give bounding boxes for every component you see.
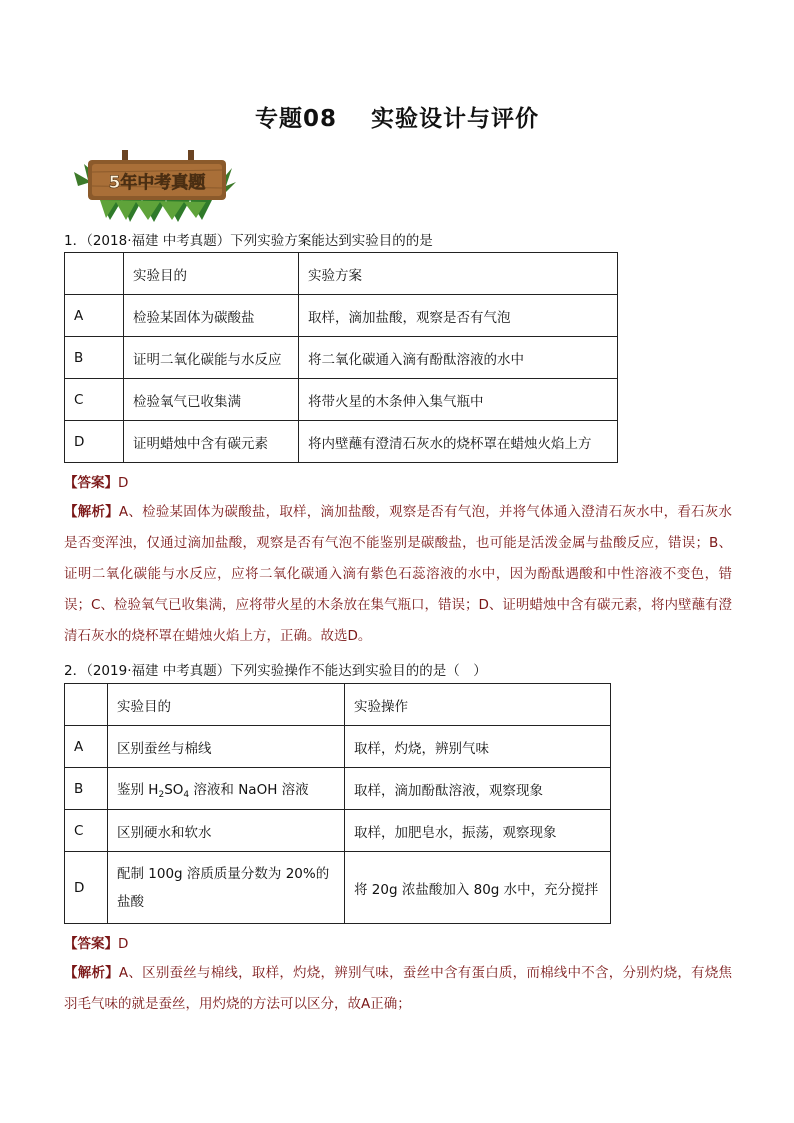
purpose-cell: 检验某固体为碳酸盐	[124, 295, 299, 337]
badge-text: 5年中考真题	[108, 173, 206, 193]
page-title	[0, 100, 794, 133]
header-cell: 实验操作	[345, 684, 611, 726]
operation-cell: 将 20g 浓盐酸加入 80g 水中，充分搅拌	[345, 852, 611, 924]
question-1-table	[64, 252, 618, 463]
method-cell: 取样，滴加盐酸，观察是否有气泡	[299, 295, 618, 337]
answer-value: D	[118, 475, 129, 491]
title-main: 实验设计与评价	[371, 106, 539, 132]
option-label: B	[65, 768, 108, 810]
purpose-cell: 区别蚕丝与棉线	[108, 726, 345, 768]
option-label: D	[65, 852, 108, 924]
question-1-stem: 1．（2018·福建 中考真题）下列实验方案能达到实验目的的是	[64, 233, 433, 249]
answer-value: D	[118, 936, 129, 952]
badge-5-year-exam-icon	[70, 142, 238, 222]
option-label: A	[65, 726, 108, 768]
purpose-cell: 证明蜡烛中含有碳元素	[124, 421, 299, 463]
header-cell	[65, 253, 124, 295]
option-label: A	[65, 295, 124, 337]
analysis-text: A、检验某固体为碳酸盐，取样，滴加盐酸，观察是否有气泡，并将气体通入澄清石灰水中，看石灰水是否变浑浊，仅通过滴加盐酸，观察是否有气泡不能鉴别是碳酸盐，也可能是活泼金属与盐酸反应，错误；B、证明二氧化碳能与水反应，应将二氧化碳通入滴有紫色石蕊溶液的水中，因为酚酞遇酸和中性溶液不变色，错误；C、检验氧气已收集满，应将带火星的木条放在集气瓶口，错误；D、证明蜡烛中含有碳元素，将内壁蘸有澄清石灰水的烧杯罩在蜡烛火焰上方，正确。故选D。	[64, 504, 733, 644]
formula-subscript: 4	[183, 789, 190, 800]
operation-cell: 取样，滴加酚酞溶液，观察现象	[345, 768, 611, 810]
option-label: B	[65, 337, 124, 379]
header-cell: 实验目的	[124, 253, 299, 295]
analysis-tag: 【解析】	[64, 965, 119, 981]
table-row	[65, 726, 611, 768]
operation-cell: 取样，加肥皂水，振荡，观察现象	[345, 810, 611, 852]
question-2-table	[64, 683, 611, 924]
header-cell	[65, 684, 108, 726]
table-row	[65, 295, 618, 337]
formula-part: 鉴别 H	[117, 781, 159, 798]
table-header-row	[65, 253, 618, 295]
table-header-row	[65, 684, 611, 726]
answer-tag: 【答案】	[64, 475, 118, 491]
purpose-cell: 证明二氧化碳能与水反应	[124, 337, 299, 379]
table-row	[65, 852, 611, 924]
operation-cell: 取样，灼烧，辨别气味	[345, 726, 611, 768]
purpose-cell: 区别硬水和软水	[108, 810, 345, 852]
question-1-answer	[64, 471, 128, 491]
header-cell: 实验方案	[299, 253, 618, 295]
header-cell: 实验目的	[108, 684, 345, 726]
question-1-analysis	[64, 497, 732, 652]
option-label: D	[65, 421, 124, 463]
question-2-answer	[64, 932, 128, 952]
table-row	[65, 768, 611, 810]
question-2-analysis	[64, 958, 732, 1020]
formula-part: SO	[164, 781, 184, 798]
purpose-cell: 配制 100g 溶质质量分数为 20%的盐酸	[108, 852, 345, 924]
method-cell: 将带火星的木条伸入集气瓶中	[299, 379, 618, 421]
answer-tag: 【答案】	[64, 936, 118, 952]
purpose-cell	[108, 768, 345, 810]
table-row	[65, 421, 618, 463]
purpose-cell: 检验氧气已收集满	[124, 379, 299, 421]
question-2-stem: 2．（2019·福建 中考真题）下列实验操作不能达到实验目的的是（ ）	[64, 663, 487, 679]
analysis-tag: 【解析】	[64, 504, 119, 520]
method-cell: 将内壁蘸有澄清石灰水的烧杯罩在蜡烛火焰上方	[299, 421, 618, 463]
formula-part: 溶液和 NaOH 溶液	[189, 781, 309, 798]
table-row	[65, 337, 618, 379]
analysis-text: A、区别蚕丝与棉线，取样，灼烧，辨别气味，蚕丝中含有蛋白质，而棉线中不含，分别灼烧，有烧焦羽毛气味的就是蚕丝，用灼烧的方法可以区分，故A正确；	[64, 965, 733, 1012]
option-label: C	[65, 810, 108, 852]
title-prefix: 专题08	[254, 106, 337, 132]
option-label: C	[65, 379, 124, 421]
table-row	[65, 810, 611, 852]
formula-subscript: 2	[158, 789, 165, 800]
method-cell: 将二氧化碳通入滴有酚酞溶液的水中	[299, 337, 618, 379]
table-row	[65, 379, 618, 421]
